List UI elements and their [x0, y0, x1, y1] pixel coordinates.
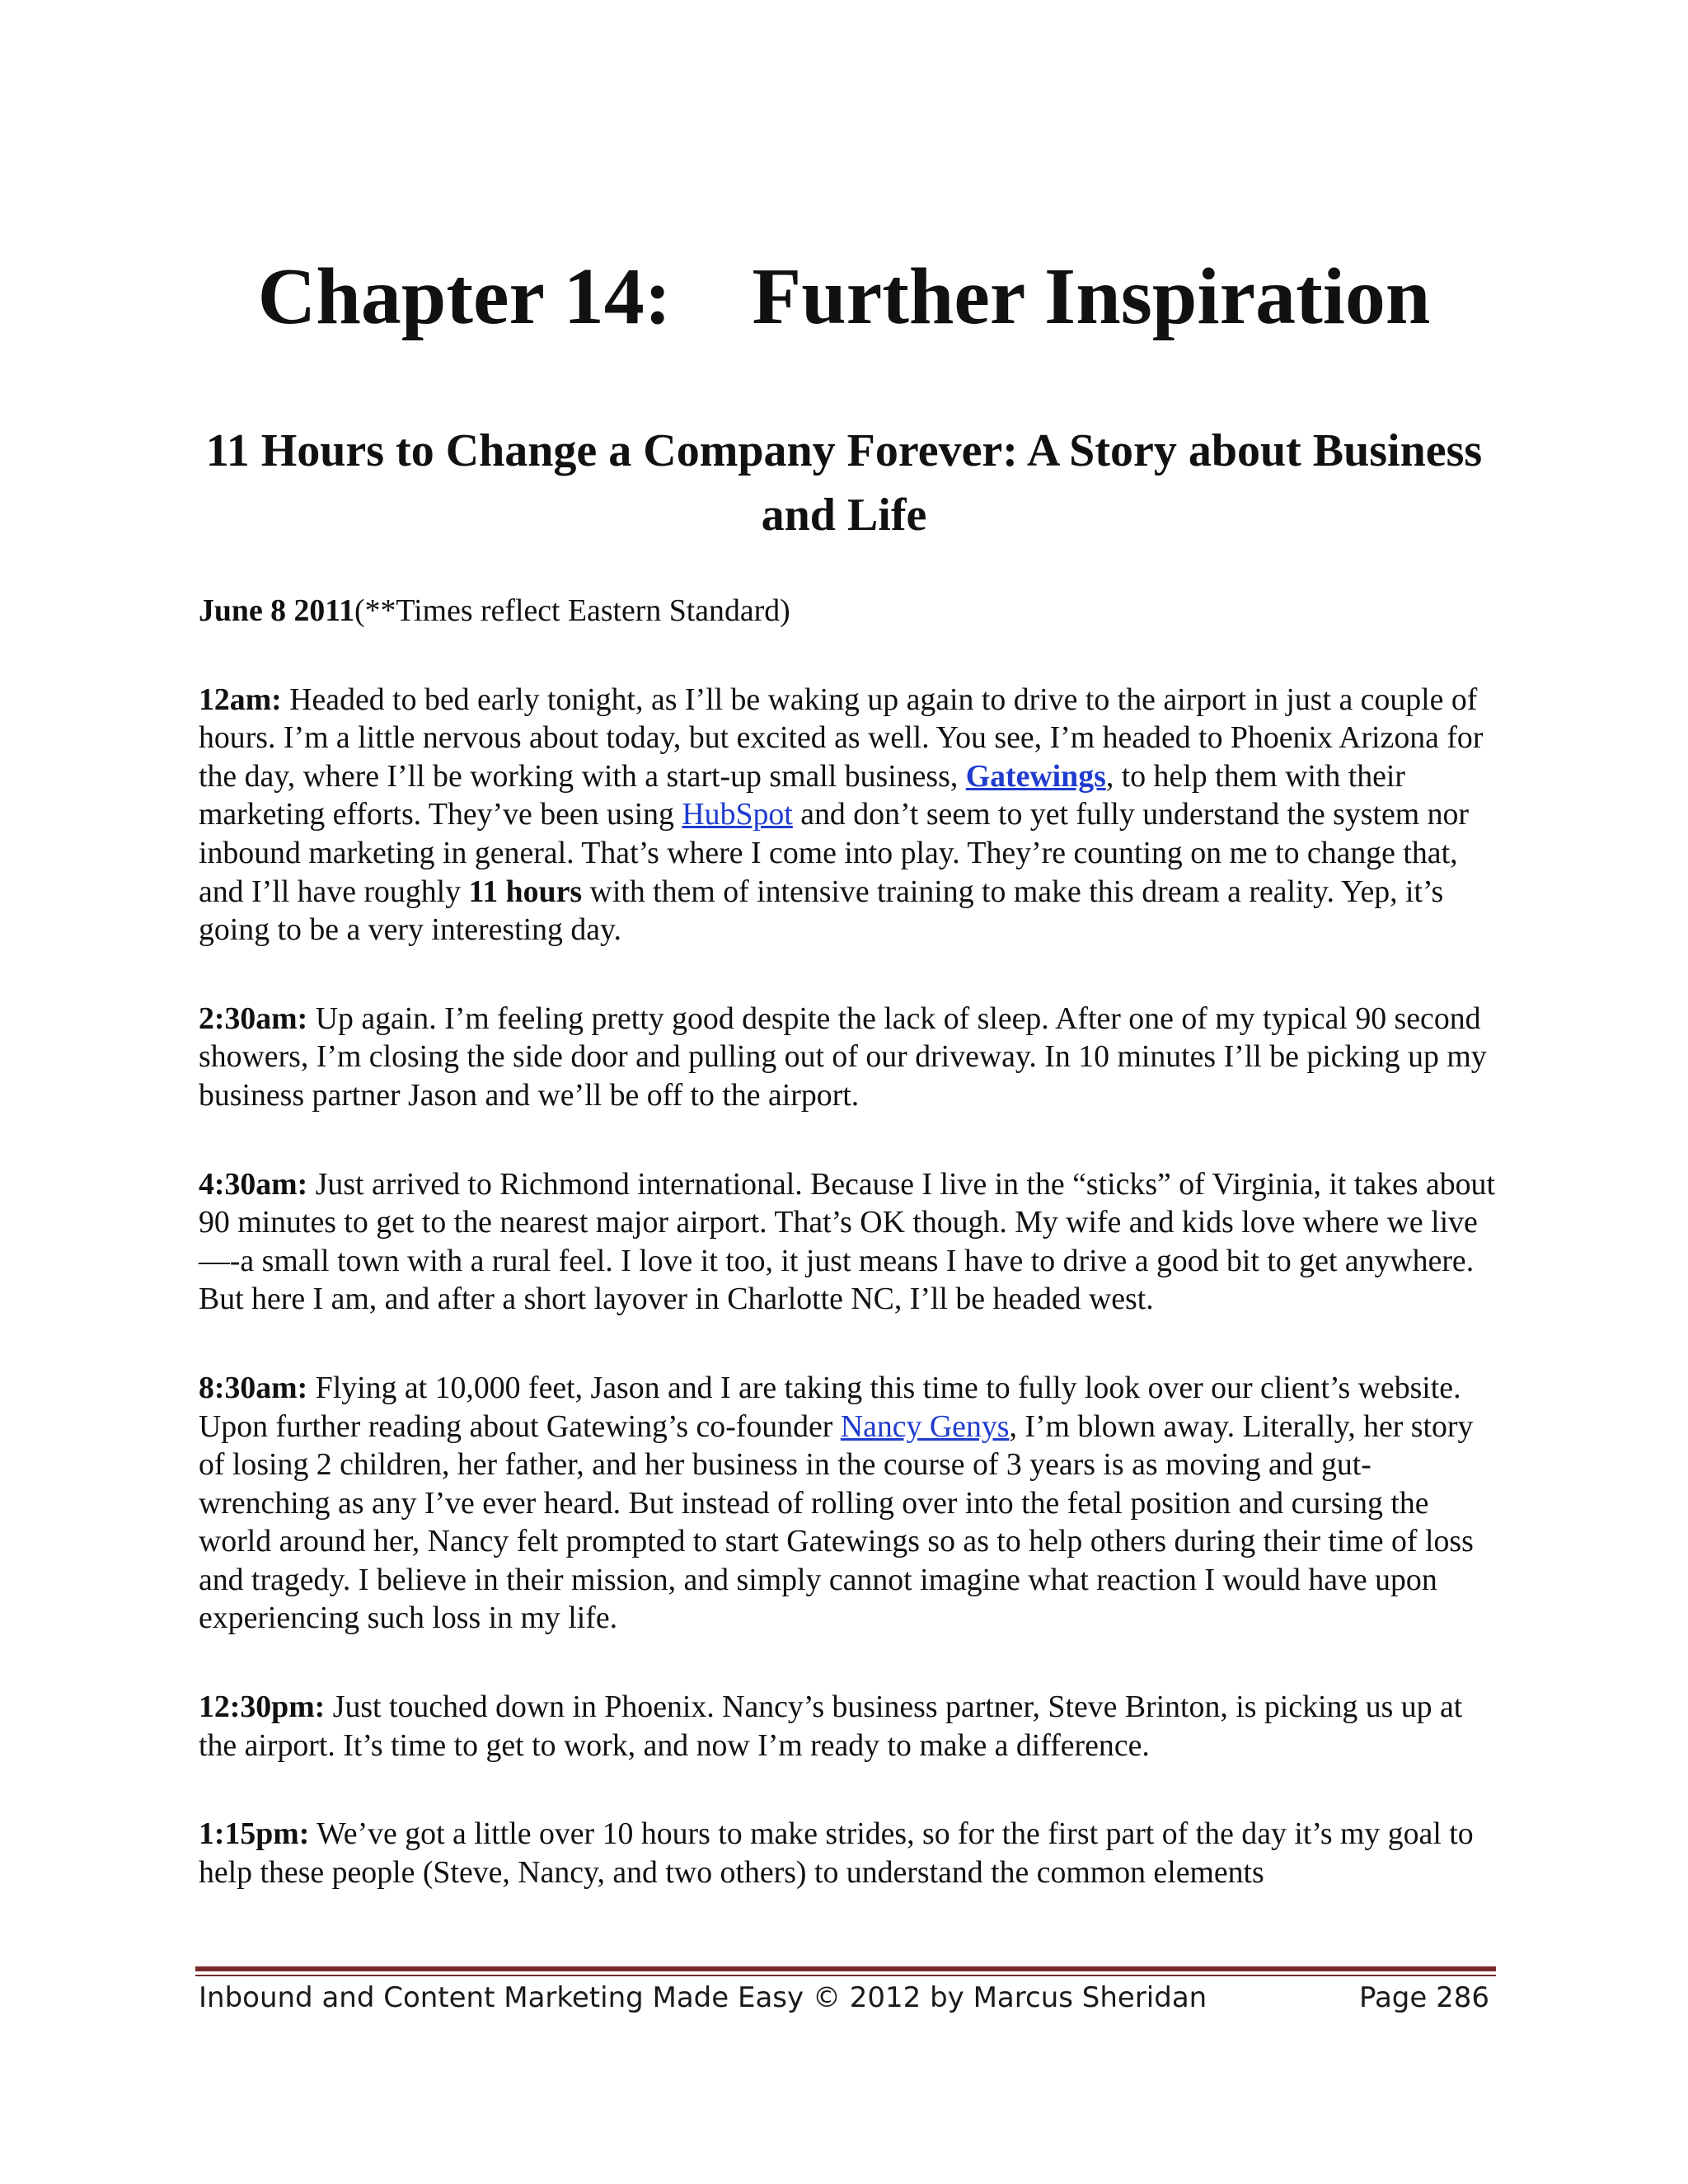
dateline-note: (**Times reflect Eastern Standard) [354, 593, 790, 628]
entry-time: 12:30pm: [199, 1690, 326, 1725]
entry-12am [199, 681, 1497, 949]
entry-1230pm [199, 1688, 1497, 1765]
entry-time: 4:30am: [199, 1166, 308, 1202]
entry-text: , I’m blown away. Literally, her story of losing 2 children, her father, and her business in the course of 3 years is as moving and gut-wrenching as any I’ve ever heard. But instead of rolling over into the fetal position and cursing the world around her, Nancy felt prompted to start Gatewings so as to help others during their time of loss and tragedy. I believe in their mission, and simply cannot imagine what reaction I would have upon experiencing such loss in my life. [199, 1408, 1474, 1636]
entry-emphasis: 11 hours [468, 874, 583, 909]
dateline-date: June 8 2011 [199, 593, 355, 628]
dateline [199, 592, 1497, 630]
entry-text: , to help them with their marketing efforts. They’ve been using [199, 758, 1406, 832]
entry-text: Headed to bed early tonight, as I’ll be waking up again to drive to the airport in just a couple of hours. I’m a little nervous about today, but excited as well. You see, I’m headed to Phoenix Arizona for the day, where I’ll be working with a start-up small business, [199, 682, 1484, 794]
entry-text: with them of intensive training to make this dream a reality. Yep, it’s going to be a very interesting day. [199, 874, 1444, 948]
entry-text: and don’t seem to yet fully understand the system nor inbound marketing in general. That’s where I come into play. They’re counting on me to change that, and I’ll have roughly [199, 797, 1469, 909]
page-number: Page 286 [1358, 1981, 1489, 2014]
entry-text: Just touched down in Phoenix. Nancy’s business partner, Steve Brinton, is picking us up at the airport. It’s time to get to work, and now I’m ready to make a difference. [199, 1690, 1463, 1763]
story-title: 11 Hours to Change a Company Forever: A Story about Business and Life [205, 425, 1483, 541]
entry-time: 8:30am: [199, 1370, 308, 1405]
gatewings-link[interactable]: Gatewings [965, 758, 1106, 794]
entry-time: 12am: [199, 682, 282, 717]
story-body [199, 592, 1497, 1942]
footer-rule-thin [195, 1975, 1496, 1976]
entry-115pm [199, 1815, 1497, 1891]
entry-230am [199, 1000, 1497, 1115]
chapter-title: Chapter 14: Further Inspiration [257, 252, 1431, 341]
entry-text: Just arrived to Richmond international. Because I live in the “sticks” of Virginia, it takes about 90 minutes to get to the nearest major airport. That’s OK though. My wife and kids love where we live—-a small town with a rural feel. I love it too, it just means I have to drive a good bit to get anywhere. But here I am, and after a short layover in Charlotte NC, I’ll be headed west. [199, 1166, 1495, 1317]
entry-430am [199, 1165, 1497, 1319]
entry-text: Up again. I’m feeling pretty good despite the lack of sleep. After one of my typical 90 second showers, I’m closing the side door and pulling out of our driveway. In 10 minutes I’ll be picking up my business partner Jason and we’ll be off to the airport. [199, 1001, 1487, 1113]
entry-830am [199, 1369, 1497, 1638]
entry-time: 2:30am: [199, 1001, 308, 1036]
entry-text: We’ve got a little over 10 hours to make strides, so for the first part of the day it’s my goal to help these people (Steve, Nancy, and two others) to understand the common elements [199, 1816, 1474, 1890]
hubspot-link[interactable]: HubSpot [682, 797, 793, 832]
footer-rule-thick [195, 1966, 1496, 1971]
page-footer [199, 1978, 1489, 2018]
footer-copyright: Inbound and Content Marketing Made Easy © 2012 by Marcus Sheridan [199, 1981, 1207, 2014]
entry-time: 1:15pm: [199, 1816, 310, 1852]
nancy-genys-link[interactable]: Nancy Genys [840, 1408, 1010, 1444]
entry-text: Flying at 10,000 feet, Jason and I are taking this time to fully look over our client’s website. Upon further reading about Gatewing’s co-founder [199, 1370, 1461, 1444]
